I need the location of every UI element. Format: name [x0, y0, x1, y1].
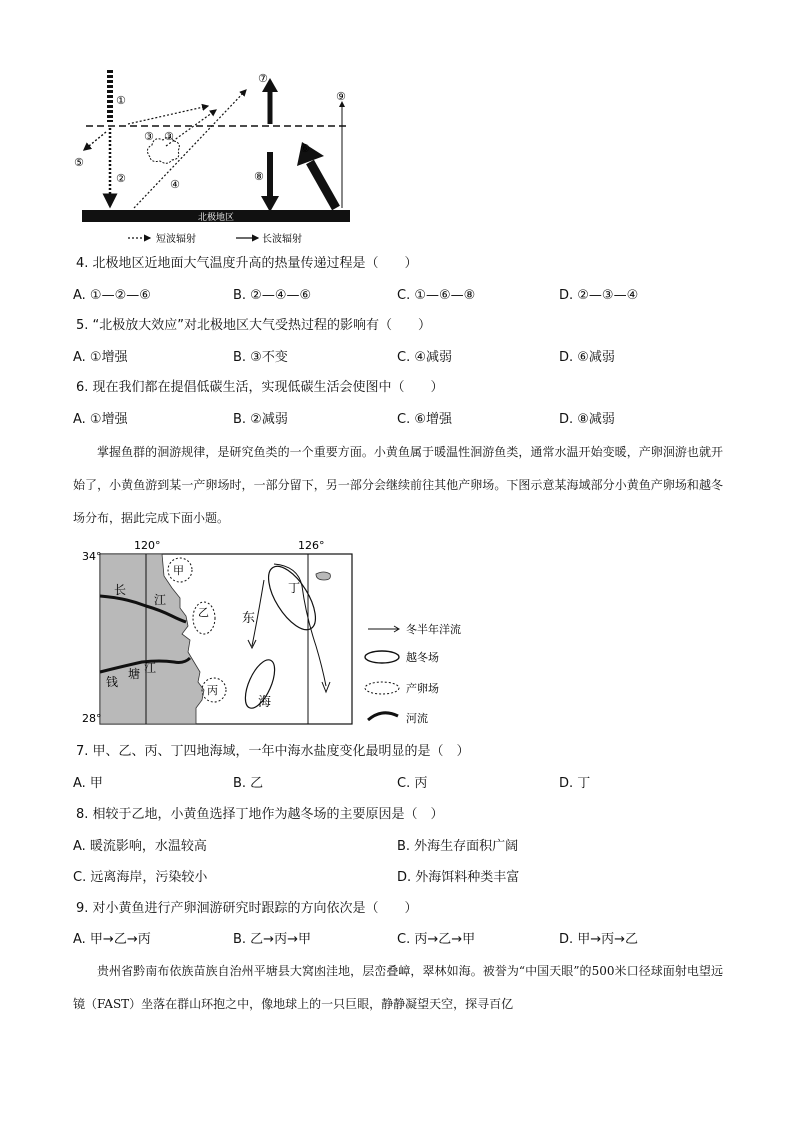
place-bing: 丙 [207, 684, 218, 697]
legend-short-label: 短波辐射 [156, 234, 196, 245]
q7-option-c[interactable]: C. 丙 [397, 776, 428, 791]
q4-option-d[interactable]: D. ②—③—④ [559, 288, 639, 303]
island [316, 572, 330, 580]
river-label-jiang2: 江 [144, 661, 157, 675]
yellow-croaker-map [76, 536, 466, 730]
sea-label-hai: 海 [258, 695, 272, 710]
label-1: ① [116, 94, 126, 107]
q5-option-c[interactable]: C. ④减弱 [397, 350, 452, 365]
q9-option-c[interactable]: C. 丙→乙→甲 [397, 932, 476, 947]
label-9: ⑨ [336, 90, 346, 103]
legend-spawning-symbol [365, 682, 399, 694]
river-label-jiang: 江 [154, 593, 167, 607]
lon-126-label: 126° [298, 539, 325, 552]
question-7-stem: 7. 甲、乙、丙、丁四地海域，一年中海水盐度变化最明显的是（ ） [76, 744, 470, 759]
legend-spawning-label: 产卵场 [406, 682, 439, 695]
place-jia: 甲 [173, 564, 184, 577]
passage-fish-migration [73, 436, 723, 535]
river-label-qian: 钱 [106, 675, 119, 689]
q4-option-a[interactable]: A. ①—②—⑥ [73, 288, 151, 303]
passage-2-text: 贵州省黔南布依族苗族自治州平塘县大窝凼洼地，层峦叠嶂，翠林如海。被誉为“中国天眼”的500米口径球面射电望远镜（FAST）坐落在群山环抱之中，像地球上的一只巨眼，静静凝望天空，探寻百亿 [73, 964, 723, 1011]
sea-label-dong: 东 [242, 611, 256, 626]
q5-option-b[interactable]: B. ③不变 [233, 350, 288, 365]
legend-river-label: 河流 [406, 712, 428, 725]
q6-option-b[interactable]: B. ②减弱 [233, 412, 288, 427]
river-label-chang: 长 [114, 583, 127, 597]
place-yi: 乙 [198, 606, 209, 619]
question-5-stem: 5. “北极放大效应”对北极地区大气受热过程的影响有（ ） [76, 318, 432, 333]
lat-34-label: 34° [82, 550, 102, 563]
q8-option-a[interactable]: A. 暖流影响，水温较高 [73, 839, 207, 854]
label-3b: ③ [164, 130, 174, 143]
place-ding: 丁 [288, 581, 301, 595]
arrow-5 [84, 132, 106, 150]
arrow-3a [128, 106, 208, 124]
label-8: ⑧ [254, 170, 264, 183]
label-3a: ③ [144, 130, 154, 143]
question-6-stem: 6. 现在我们都在提倡低碳生活，实现低碳生活会使图中（ ） [76, 380, 444, 395]
q9-option-b[interactable]: B. 乙→丙→甲 [233, 932, 311, 947]
q5-option-a[interactable]: A. ①增强 [73, 350, 128, 365]
q7-option-d[interactable]: D. 丁 [559, 776, 591, 791]
q7-option-a[interactable]: A. 甲 [73, 776, 103, 791]
q9-option-d[interactable]: D. 甲→丙→乙 [559, 932, 639, 947]
q7-option-b[interactable]: B. 乙 [233, 776, 264, 791]
passage-fast-telescope [73, 955, 723, 1021]
legend-long-label: 长波辐射 [262, 234, 302, 245]
q6-option-a[interactable]: A. ①增强 [73, 412, 128, 427]
arrow-6 [310, 162, 336, 208]
label-4: ④ [170, 178, 180, 191]
q8-option-d[interactable]: D. 外海饵料种类丰富 [397, 870, 520, 885]
q4-option-b[interactable]: B. ②—④—⑥ [233, 288, 312, 303]
legend-wintering-symbol [365, 651, 399, 663]
q6-option-d[interactable]: D. ⑧减弱 [559, 412, 615, 427]
legend-river-symbol [368, 713, 398, 720]
label-6: ⑥ [300, 142, 310, 155]
q5-option-d[interactable]: D. ⑥减弱 [559, 350, 615, 365]
q6-option-c[interactable]: C. ⑥增强 [397, 412, 452, 427]
legend-current-label: 冬半年洋流 [406, 623, 461, 636]
question-4-stem: 4. 北极地区近地面大气温度升高的热量传递过程是（ ） [76, 256, 418, 271]
arctic-radiation-diagram [68, 62, 368, 252]
q9-option-a[interactable]: A. 甲→乙→丙 [73, 932, 151, 947]
label-2: ② [116, 172, 126, 185]
label-7: ⑦ [258, 72, 268, 85]
lat-28-label: 28° [82, 712, 102, 725]
q8-option-c[interactable]: C. 远离海岸，污染较小 [73, 870, 208, 885]
label-5: ⑤ [74, 156, 84, 169]
lon-120-label: 120° [134, 539, 161, 552]
river-label-tang: 塘 [128, 667, 141, 681]
q4-option-c[interactable]: C. ①—⑥—⑧ [397, 288, 476, 303]
arrow-4 [134, 90, 246, 208]
ground-label: 北极地区 [197, 213, 235, 223]
question-8-stem: 8. 相较于乙地，小黄鱼选择丁地作为越冬场的主要原因是（ ） [76, 807, 444, 822]
question-9-stem: 9. 对小黄鱼进行产卵洄游研究时跟踪的方向依次是（ ） [76, 901, 418, 916]
passage-1-text: 掌握鱼群的洄游规律，是研究鱼类的一个重要方面。小黄鱼属于暖温性洄游鱼类，通常水温开始变暖，产卵洄游也就开始了，小黄鱼游到某一产卵场时，一部分留下，另一部分会继续前往其他产卵场。下图示意某海域部分小黄鱼产卵场和越冬场分布，据此完成下面小题。 [73, 445, 723, 525]
q8-option-b[interactable]: B. 外海生存面积广阔 [397, 839, 519, 854]
legend-wintering-label: 越冬场 [406, 651, 439, 664]
